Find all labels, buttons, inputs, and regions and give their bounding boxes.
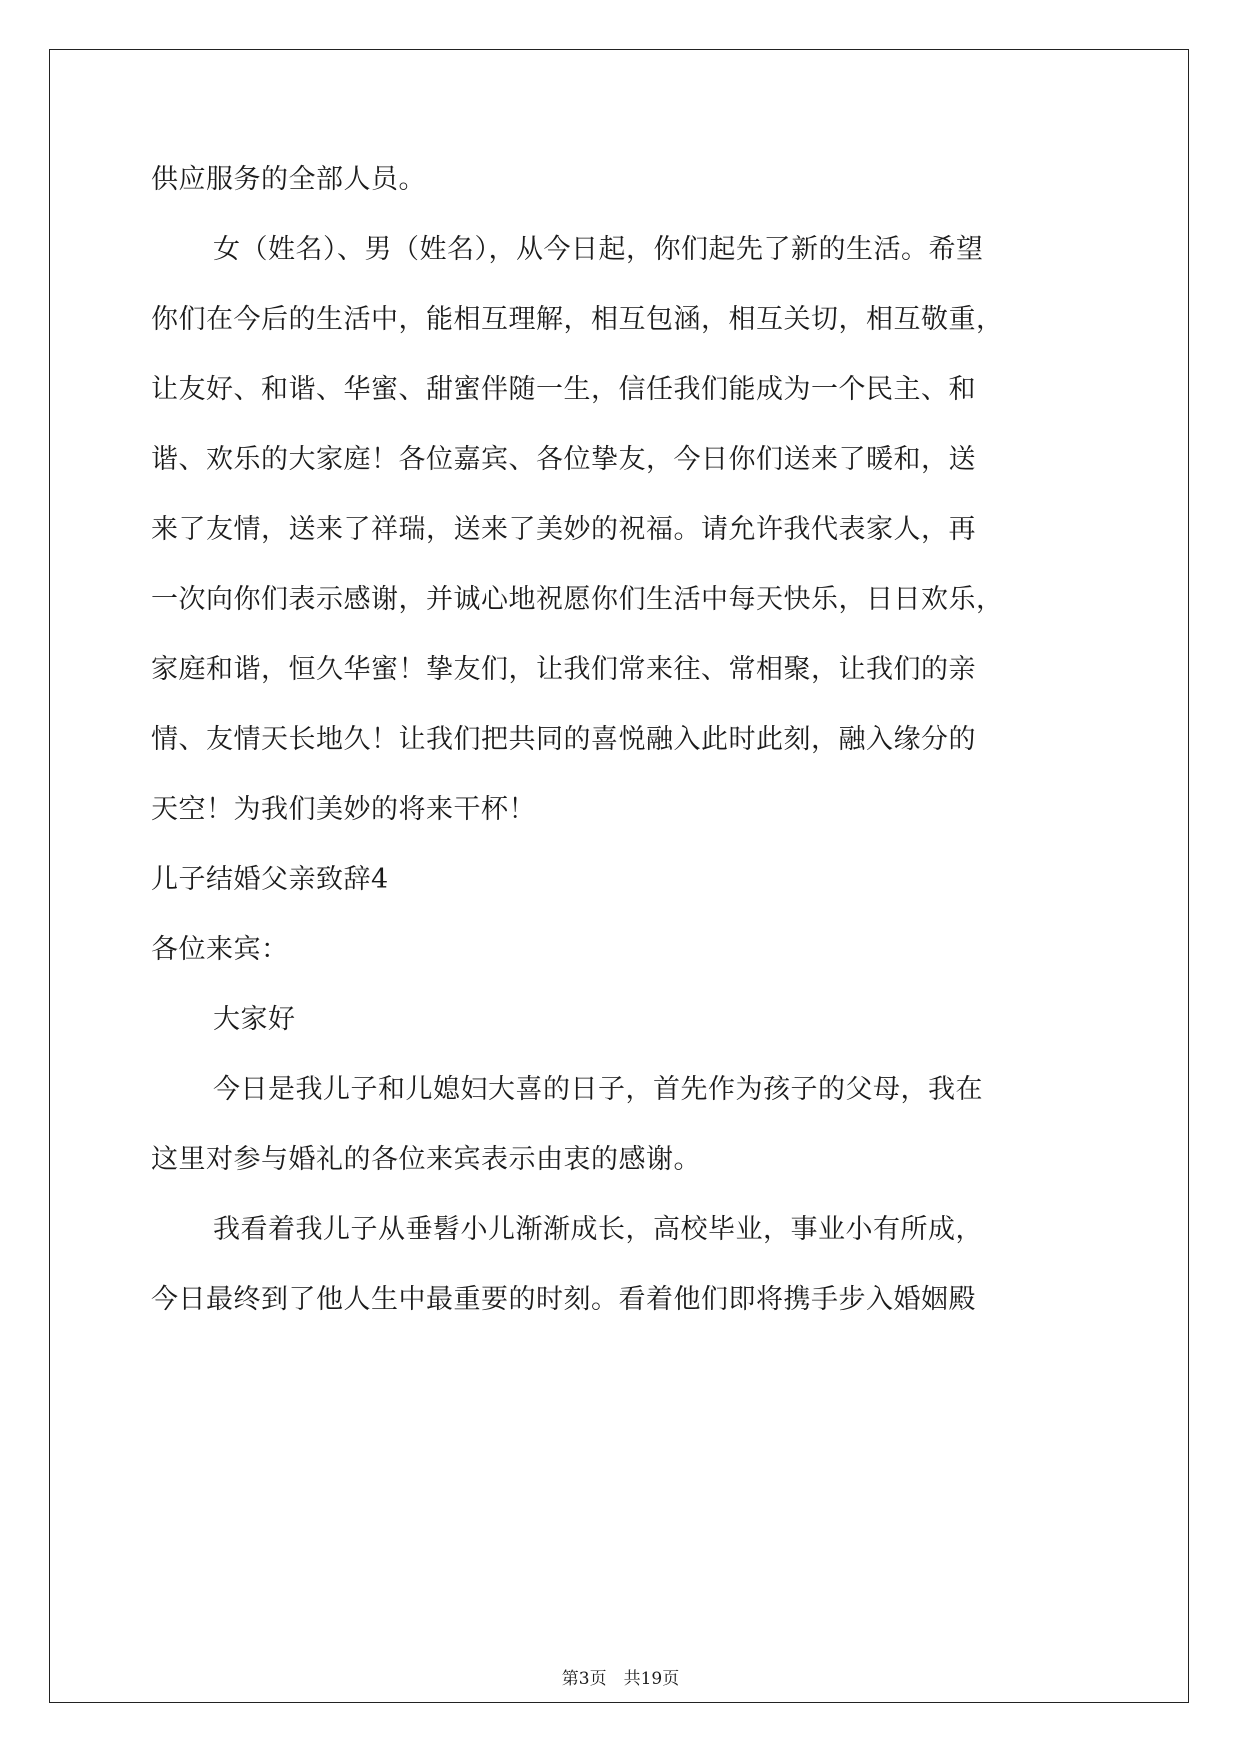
paragraph-line: 今日最终到了他人生中最重要的时刻。看着他们即将携手步入婚姻殿 [151, 1284, 976, 1315]
paragraph-line: 让友好、和谐、华蜜、甜蜜伴随一生，信任我们能成为一个民主、和 [151, 374, 976, 405]
paragraph-line: 家庭和谐，恒久华蜜！挚友们，让我们常来往、常相聚，让我们的亲 [151, 654, 976, 685]
paragraph-line: 来了友情，送来了祥瑞，送来了美妙的祝福。请允许我代表家人，再 [151, 514, 976, 545]
paragraph-line: 这里对参与婚礼的各位来宾表示由衷的感谢。 [151, 1144, 701, 1175]
paragraph-line: 天空！为我们美妙的将来干杯！ [151, 794, 536, 825]
paragraph-line: 情、友情天长地久！让我们把共同的喜悦融入此时此刻，融入缘分的 [151, 724, 976, 755]
paragraph-line: 今日是我儿子和儿媳妇大喜的日子，首先作为孩子的父母，我在 [213, 1074, 983, 1105]
paragraph-line: 谐、欢乐的大家庭！各位嘉宾、各位挚友，今日你们送来了暖和，送 [151, 444, 976, 475]
paragraph-line: 一次向你们表示感谢，并诚心地祝愿你们生活中每天快乐，日日欢乐， [151, 584, 1004, 615]
paragraph-line: 我看着我儿子从垂髫小儿渐渐成长，高校毕业，事业小有所成， [213, 1214, 983, 1245]
paragraph-line: 女（姓名）、男（姓名），从今日起，你们起先了新的生活。希望 [213, 234, 984, 265]
page-number: 第3页 共19页 [561, 1669, 680, 1689]
section-heading: 儿子结婚父亲致辞4 [151, 864, 389, 895]
greeting: 大家好 [213, 1004, 296, 1035]
salutation: 各位来宾： [151, 934, 289, 965]
paragraph-line: 你们在今后的生活中，能相互理解，相互包涵，相互关切，相互敬重， [151, 304, 1004, 335]
paragraph-line: 供应服务的全部人员。 [151, 164, 426, 195]
